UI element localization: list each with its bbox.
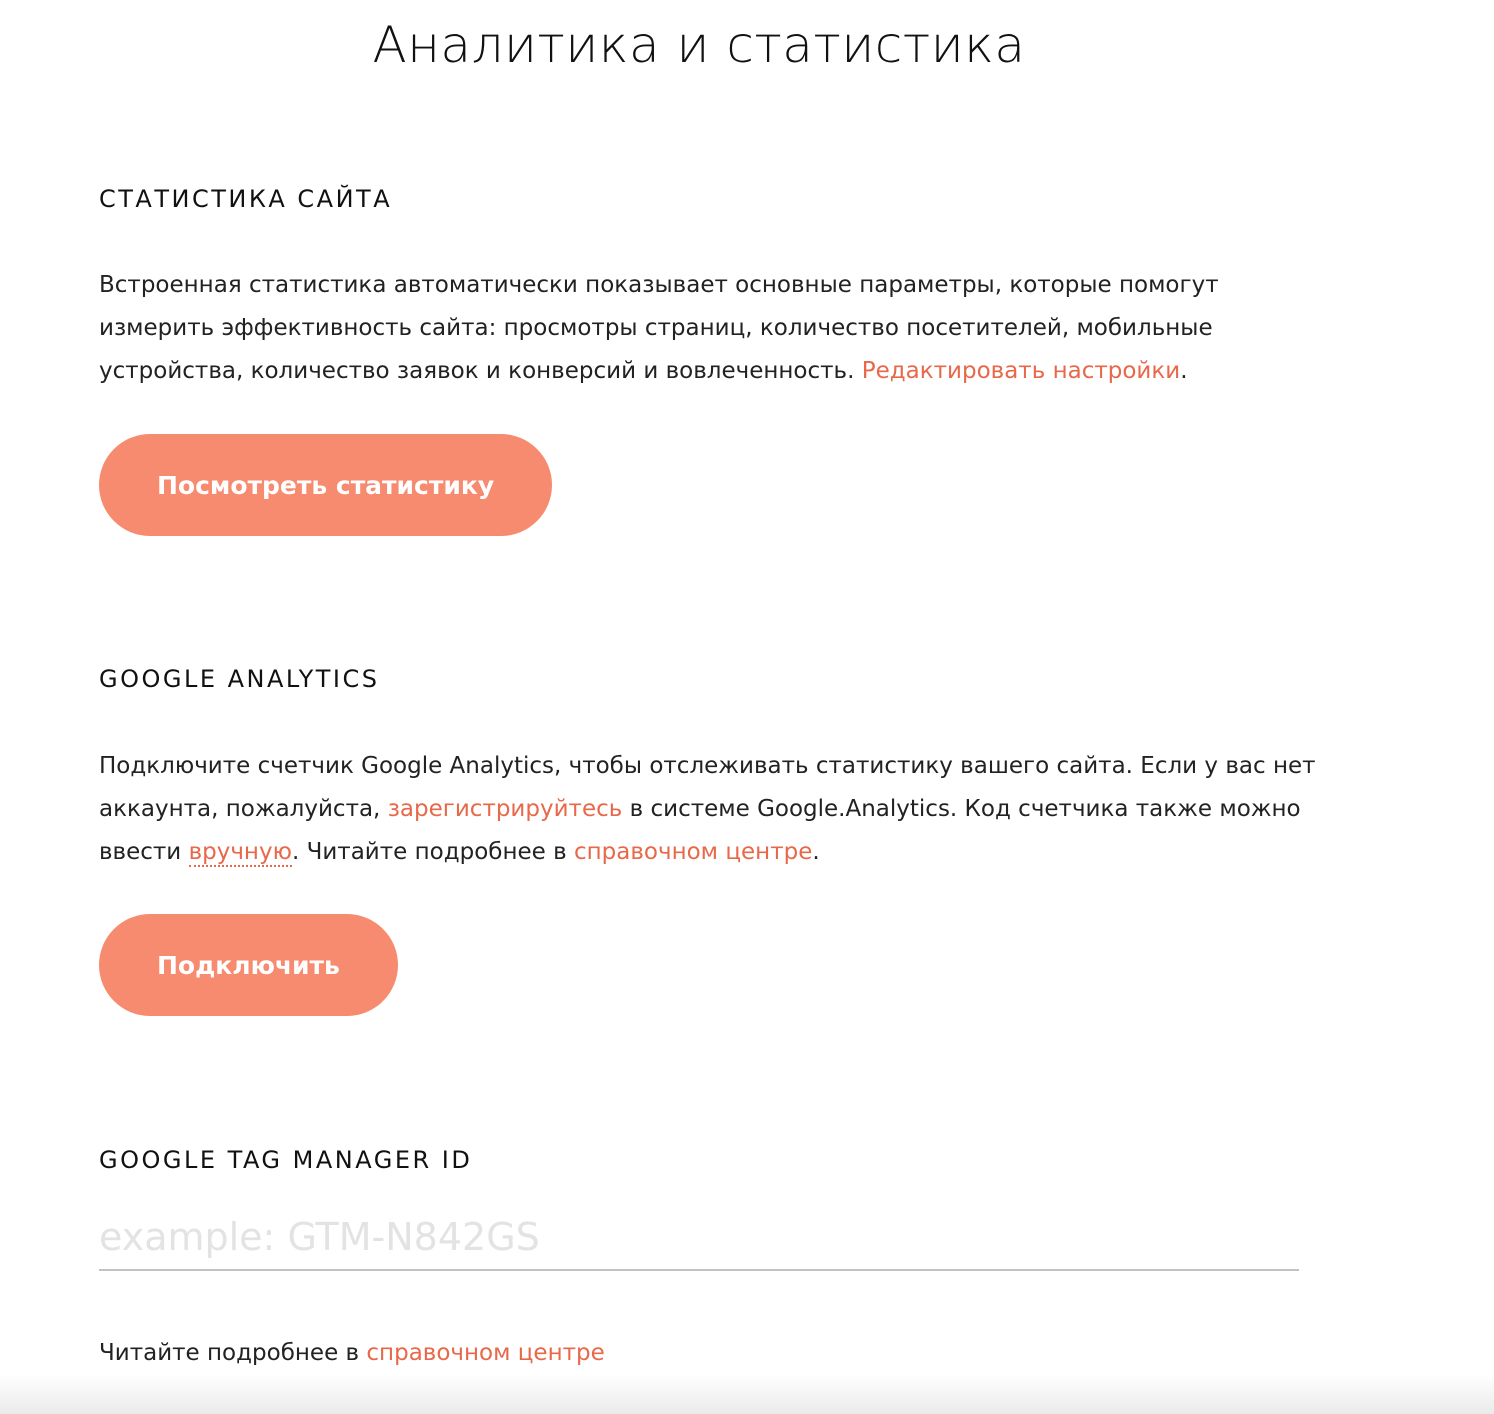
edit-settings-link[interactable]: Редактировать настройки — [861, 358, 1181, 384]
view-statistics-button[interactable]: Посмотреть статистику — [99, 434, 552, 536]
gtm-help-note — [99, 1333, 605, 1373]
connect-button[interactable]: Подключить — [99, 914, 398, 1016]
site-stats-text-end: . — [1180, 358, 1188, 384]
help-center-link[interactable]: справочном центре — [573, 839, 813, 865]
ga-text-part3: . Читайте подробнее в — [291, 839, 567, 865]
site-stats-description — [99, 264, 1329, 393]
site-stats-heading: СТАТИСТИКА САЙТА — [99, 185, 393, 213]
google-analytics-description — [99, 745, 1329, 874]
google-analytics-heading: GOOGLE ANALYTICS — [99, 665, 380, 693]
manual-entry-link[interactable]: вручную — [188, 839, 292, 865]
ga-text-part4: . — [812, 839, 820, 865]
gtm-id-input[interactable] — [99, 1205, 1299, 1271]
gtm-heading: GOOGLE TAG MANAGER ID — [99, 1146, 473, 1174]
bottom-fade — [0, 1374, 1494, 1414]
ga-text-part2: в системе Google.Analytics. Код счетчика также можно ввести — [99, 796, 1301, 865]
page-title: Аналитика и статистика — [372, 16, 1026, 74]
gtm-help-center-link[interactable]: справочном центре — [366, 1340, 605, 1366]
site-stats-text: Встроенная статистика автоматически показывает основные параметры, которые помогут измерить эффективность сайта: просмотры страниц, количество посетителей, мобильные устройства, количество заявок и конверсий и вовлеченность. — [99, 272, 1219, 384]
register-link[interactable]: зарегистрируйтесь — [387, 796, 623, 822]
gtm-note-text: Читайте подробнее в — [99, 1340, 360, 1366]
ga-text-part1: Подключите счетчик Google Analytics, чтобы отслеживать статистику вашего сайта. Если у вас нет аккаунта, пожалуйста, — [99, 753, 1316, 822]
